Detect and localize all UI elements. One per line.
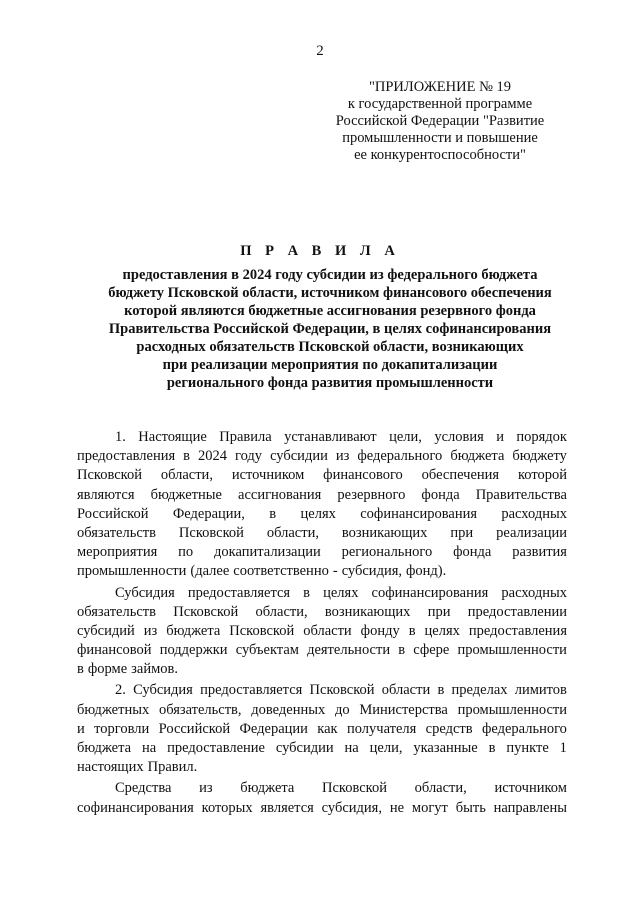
body-line: финансовой поддержки субъектам деятельности в сфере промышленности [77,642,567,659]
subtitle-line: при реализации мероприятия по докапитализации [162,357,498,373]
body-line: предоставления в 2024 году субсидии из федерального бюджета бюджету [77,448,567,465]
body-line: софинансирования которых является субсидия, не могут быть направлены [77,799,567,816]
body-paragraph [77,428,567,582]
body-line: промышленности (далее соответственно - субсидия, фонд). [77,563,447,580]
page-number: 2 [316,43,324,59]
subtitle-line: расходных обязательств Псковской области, возникающих [136,339,524,355]
body-line: мероприятия по докапитализации регионального фонда развития [77,544,567,561]
body-line: в форме займов. [77,661,178,678]
subtitle-line: которой являются бюджетные ассигнования резервного фонда [124,303,536,319]
document-body [77,428,567,818]
appendix-block [320,79,560,164]
appendix-line: промышленности и повышение [342,130,538,146]
body-line: бюджетных обязательств, доведенных до Министерства промышленности [77,701,567,718]
body-line: 2. Субсидия предоставляется Псковской области в пределах лимитов [115,682,567,699]
appendix-line: "ПРИЛОЖЕНИЕ № 19 [368,79,512,95]
body-line: 1. Настоящие Правила устанавливают цели, условия и порядок [115,429,567,445]
body-paragraph [77,779,567,817]
subtitle-line: регионального фонда развития промышленности [166,375,494,391]
body-line: Российской Федерации, в целях софинансирования расходных [77,505,567,522]
body-line: обязательств Псковской области, возникающих при предоставлении [77,603,567,620]
document-subtitle [60,266,600,392]
body-line: Субсидия предоставляется в целях софинансирования расходных [115,584,567,601]
body-paragraph [77,584,567,680]
document-title: П Р А В И Л А [240,243,400,259]
body-line: обязательств Псковской области, возникающих при реализации [77,524,567,541]
body-line: Псковской области, источником финансового обеспечения которой [77,467,567,484]
subtitle-line: бюджету Псковской области, источником финансового обеспечения [108,285,552,301]
body-line: Средства из бюджета Псковской области, источником [115,780,567,797]
appendix-line: ее конкурентоспособности" [354,147,526,163]
body-line: являются бюджетные ассигнования резервного фонда Правительства [77,486,567,503]
body-line: и торговли Российской Федерации как получателя средств федерального [77,720,567,737]
subtitle-line: Правительства Российской Федерации, в целях софинансирования [108,321,552,337]
body-line: настоящих Правил. [77,759,198,776]
body-paragraph [77,681,567,777]
appendix-line: к государственной программе [347,96,533,112]
subtitle-line: предоставления в 2024 году субсидии из федерального бюджета [122,267,538,283]
appendix-line: Российской Федерации "Развитие [335,113,545,129]
body-line: бюджета на предоставление субсидии на цели, указанные в пункте 1 [77,740,567,756]
body-line: субсидий из бюджета Псковской области фонду в целях предоставления [77,622,567,639]
